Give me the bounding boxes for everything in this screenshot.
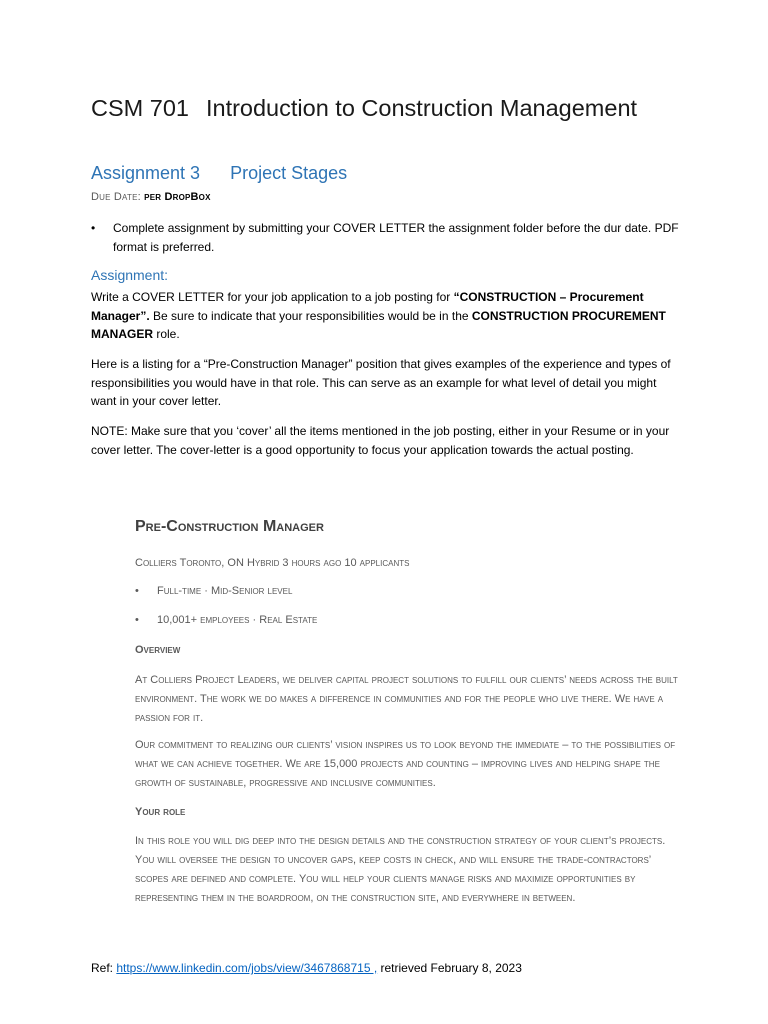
assignment-label: Assignment 3 (91, 163, 201, 183)
posting-meta: Colliers Toronto, ON Hybrid 3 hours ago 10 applicants (135, 557, 410, 569)
assignment-subheading: Assignment: (91, 267, 169, 283)
bullet-icon: • (135, 614, 139, 626)
reference-prefix: Ref: (91, 961, 117, 975)
listing-paragraph: Here is a listing for a “Pre-Construction Manager” position that gives examples of the experience and types of responsibilities you would have in that role. This can serve as an example for what level of detail you might want in your cover letter. (91, 357, 671, 408)
posting-bullet-employment (135, 585, 293, 597)
bullet-icon: • (91, 221, 96, 235)
due-date (91, 191, 211, 203)
posting-bullet-text: 10,001+ employees · Real Estate (157, 614, 318, 626)
para1-text-e: role. (153, 327, 180, 341)
course-code: CSM 701 (91, 95, 189, 121)
course-name: Introduction to Construction Management (205, 95, 638, 121)
posting-bullet-text: Full-time · Mid-Senior level (157, 585, 293, 597)
para1-text-a: Write a COVER LETTER for your job application to a job posting for (91, 290, 454, 304)
instruction-text: Complete assignment by submitting your COVER LETTER the assignment folder before the dur date. PDF format is preferred. (113, 221, 679, 254)
para1-job-title: “CONSTRUCTION – Procurement Manager”. (91, 290, 644, 323)
role-paragraph: In this role you will dig deep into the design details and the construction strategy of your client’s projects. You will oversee the design to uncover gaps, keep costs in check, and will ensure the trade-contractors’ scopes are defined and complete. You will help your clients manage risks and maximize opportunities by representing them in the boardroom, on the construction site, and everywhere in between. (135, 835, 666, 904)
course-title (91, 95, 637, 122)
role-heading: Your role (135, 806, 186, 818)
bullet-icon: • (135, 585, 139, 597)
note-paragraph: NOTE: Make sure that you ‘cover’ all the items mentioned in the job posting, either in your Resume or in your cover letter. The cover-letter is a good opportunity to focus your application towards the actual posting. (91, 424, 670, 457)
para1-role: CONSTRUCTION PROCUREMENT MANAGER (91, 308, 666, 341)
posting-title: Pre-Construction Manager (135, 518, 324, 535)
assignment-heading (91, 163, 347, 184)
reference-link[interactable]: https://www.linkedin.com/jobs/view/3467868715 , (116, 961, 378, 975)
posting-bullet-company (135, 614, 318, 626)
due-date-label: Due Date: (91, 191, 141, 203)
assignment-topic: Project Stages (230, 163, 348, 183)
overview-paragraph-2: Our commitment to realizing our clients’ vision inspires us to look beyond the immediate – to the possibilities of what we can achieve together. We are 15,000 projects and counting – improving lives and helping shape the growth of sustainable, progressive and inclusive communities. (135, 739, 676, 789)
overview-heading: Overview (135, 644, 181, 656)
para1-text-c: Be sure to indicate that your responsibilities would be in the (149, 308, 472, 323)
due-date-value: per DropBox (144, 191, 211, 203)
cover-letter-paragraph (91, 288, 681, 344)
reference-line (91, 961, 522, 975)
reference-suffix: retrieved February 8, 2023 (377, 961, 522, 975)
overview-paragraph-1: At Colliers Project Leaders, we deliver capital project solutions to fulfill our clients’ needs across the built environment. The work we do makes a difference in communities and for the people who live there. We have a passion for it. (135, 674, 678, 724)
